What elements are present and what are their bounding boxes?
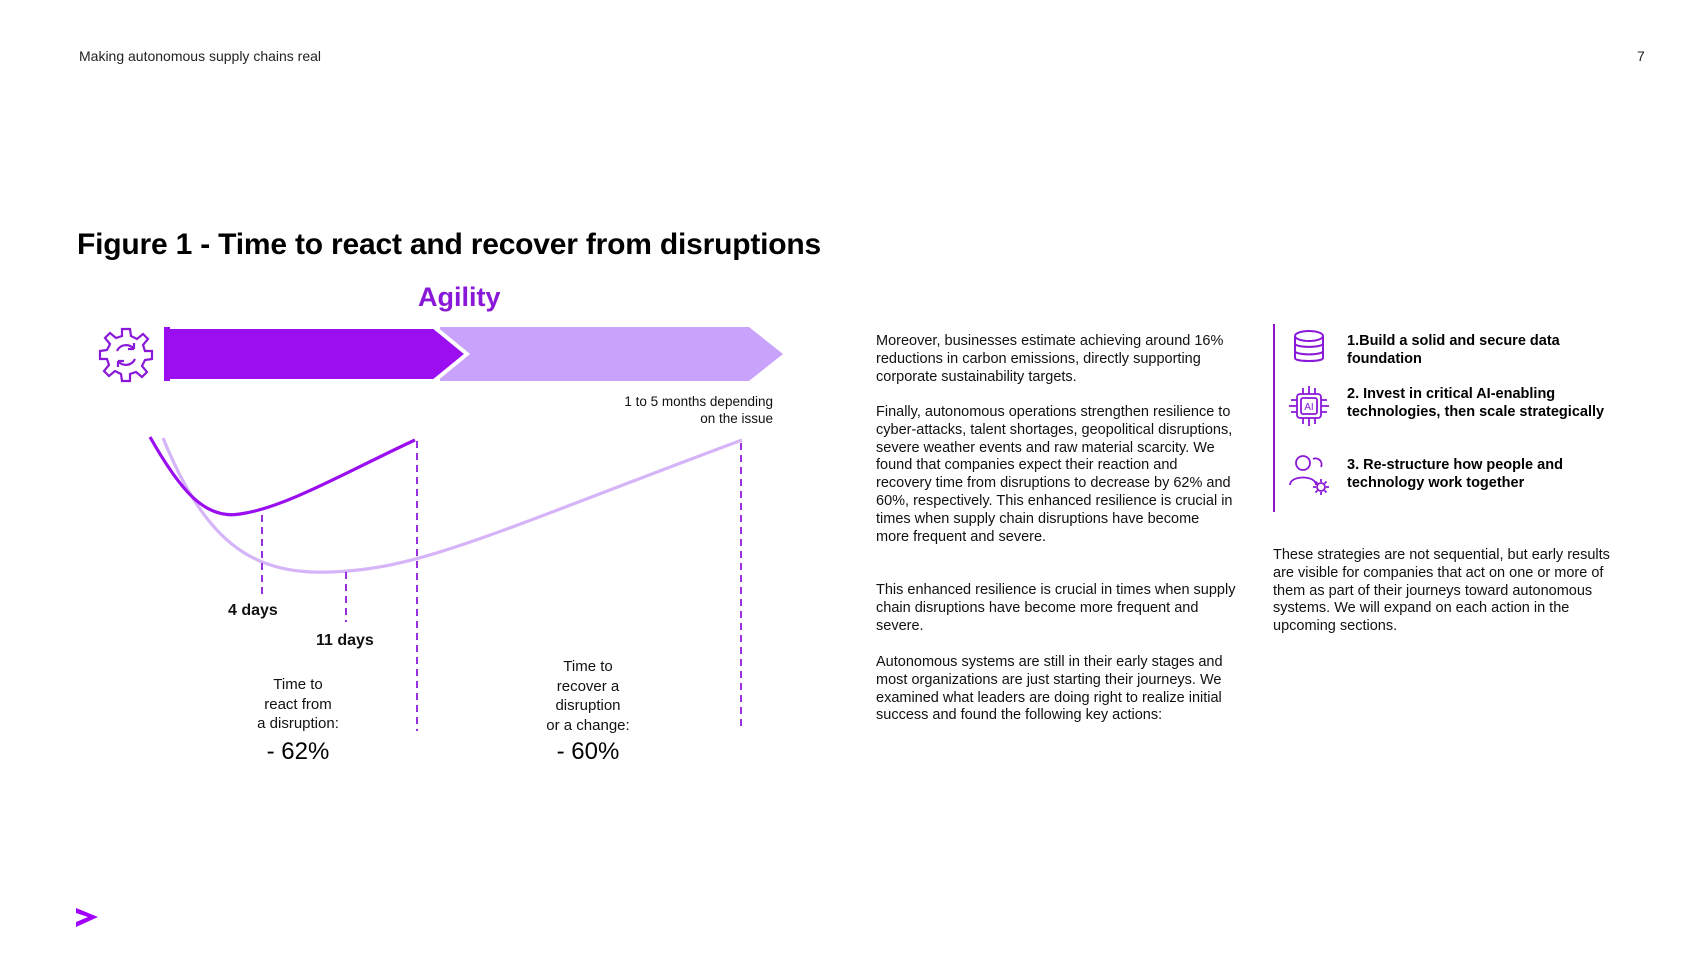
- recover-curve: [163, 438, 742, 572]
- strategies-paragraph: These strategies are not sequential, but early results are visible for companies that act on one or more of them as part of their journeys toward autonomous systems. We will expand on each action in the upcoming sections.: [1273, 547, 1610, 635]
- document-title: Making autonomous supply chains real: [79, 48, 322, 64]
- action-item-2: 2. Invest in critical AI-enabling technologies, then scale strategically: [1347, 386, 1605, 420]
- react-caption: Time to react from a disruption:: [257, 676, 339, 732]
- actions-divider: [1273, 324, 1275, 512]
- ai-chip-icon: [1287, 384, 1331, 428]
- database-icon: [1291, 329, 1327, 365]
- recover-days-label: 11 days: [316, 632, 374, 649]
- agility-label: Agility: [418, 282, 501, 312]
- svg-text:AI: AI: [1304, 402, 1314, 413]
- accenture-chevron-icon: [74, 906, 100, 930]
- body-paragraph: Moreover, businesses estimate achieving around 16% reductions in carbon emissions, directly supporting corporate sustainability targets.: [876, 333, 1224, 385]
- recovery-range-note: 1 to 5 months depending on the issue: [624, 394, 773, 426]
- figure-title: Figure 1 - Time to react and recover from disruptions: [77, 228, 822, 261]
- react-percent: - 62%: [266, 738, 330, 765]
- action-item-3: 3. Re-structure how people and technology work together: [1347, 457, 1563, 491]
- recover-caption: Time to recover a disruption or a change:: [546, 658, 630, 734]
- page-number: 7: [1637, 48, 1645, 64]
- body-paragraph: This enhanced resilience is crucial in times when supply chain disruptions have become more frequent and severe.: [876, 582, 1236, 634]
- people-gear-icon: [1287, 453, 1333, 499]
- body-paragraph: Autonomous systems are still in their early stages and most organizations are just starting their journeys. We examined what leaders are doing right to realize initial success and found the following key actions:: [876, 654, 1223, 724]
- action-item-1: 1.Build a solid and secure data foundation: [1347, 333, 1560, 367]
- react-curve: [150, 437, 415, 515]
- body-paragraph: Finally, autonomous operations strengthen resilience to cyber-attacks, talent shortages, geopolitical disruptions, severe weather events and raw material scarcity. We found that companies expect their reaction and recovery time from disruptions to decrease by 62% and 60%, respectively. This enhanced resilience is crucial in times when supply chain disruptions have become more frequent and severe.: [876, 404, 1233, 545]
- react-days-label: 4 days: [228, 602, 278, 619]
- recover-percent: - 60%: [556, 738, 620, 765]
- gear-refresh-icon: [100, 329, 152, 381]
- react-arrow-dark: [164, 327, 467, 381]
- recover-arrow-light: [440, 327, 783, 381]
